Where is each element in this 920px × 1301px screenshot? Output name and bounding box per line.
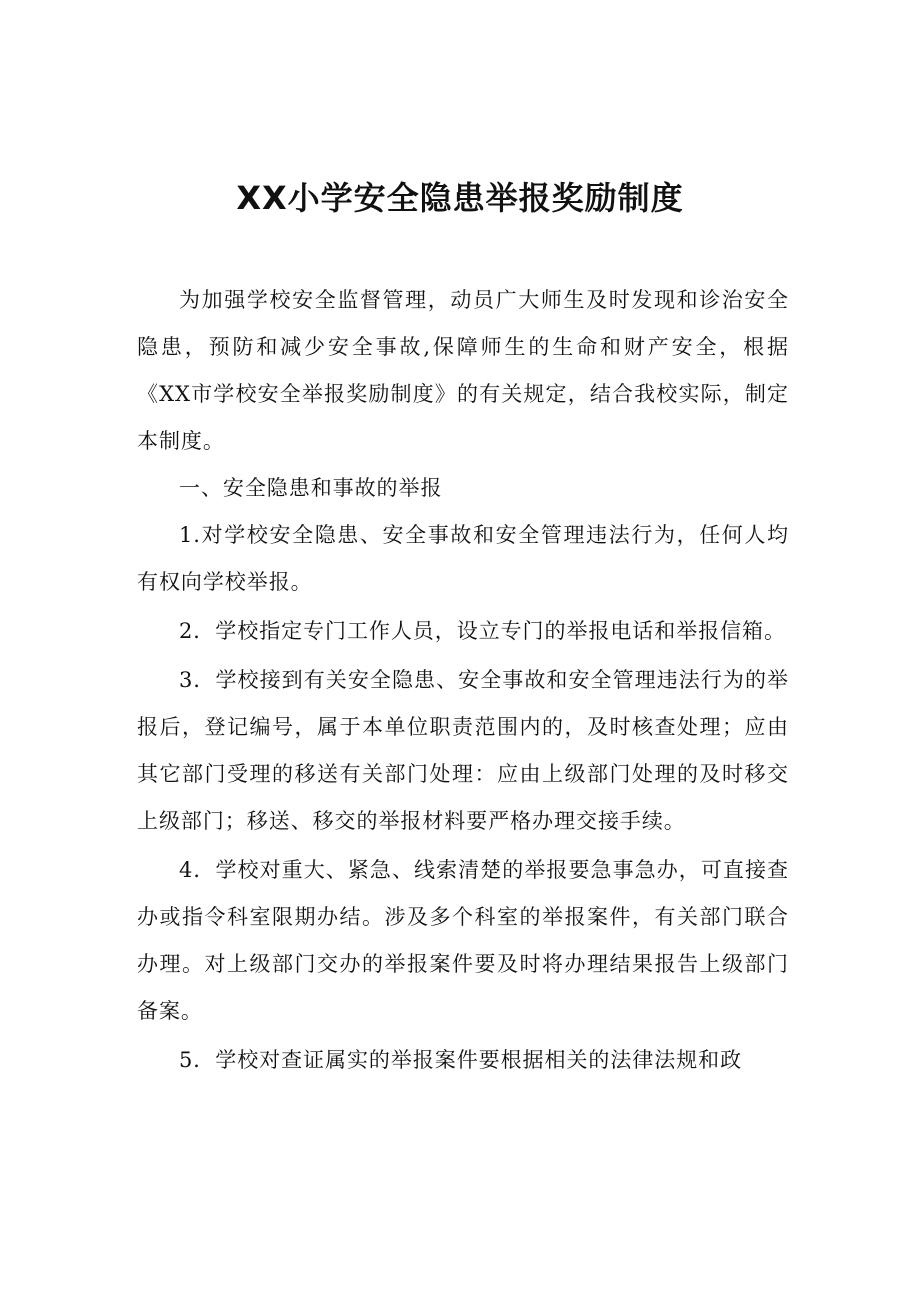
clause-2: 2．学校指定专门工作人员，设立专门的举报电话和举报信箱。 bbox=[179, 619, 786, 643]
document-body bbox=[137, 277, 789, 1084]
clause-5: 5．学校对查证属实的举报案件要根据相关的法律法规和政 bbox=[179, 1048, 743, 1072]
clause-4: 4．学校对重大、紧急、线索清楚的举报要急事急办，可直接查办或指令科室限期办结。涉及多个科室的举报案件，有关部门联合办理。对上级部门交办的举报案件要及时将办理结果报告上级部门备案。 bbox=[137, 858, 789, 1023]
section-heading-1: 一、安全隐患和事故的举报 bbox=[179, 476, 443, 500]
intro-paragraph: 为加强学校安全监督管理，动员广大师生及时发现和诊治安全隐患，预防和减少安全事故,保障师生的生命和财产安全，根据《XX市学校安全举报奖励制度》的有关规定，结合我校实际，制定本制度。 bbox=[137, 288, 789, 453]
document-title: XX小学安全隐患举报奖励制度 bbox=[236, 179, 684, 217]
clause-3: 3．学校接到有关安全隐患、安全事故和安全管理违法行为的举报后，登记编号，属于本单位职责范围内的，及时核查处理；应由其它部门受理的移送有关部门处理：应由上级部门处理的及时移交上级部门；移送、移交的举报材料要严格办理交接手续。 bbox=[137, 668, 789, 833]
clause-1: 1.对学校安全隐患、安全事故和安全管理违法行为，任何人均有权向学校举报。 bbox=[137, 523, 789, 594]
